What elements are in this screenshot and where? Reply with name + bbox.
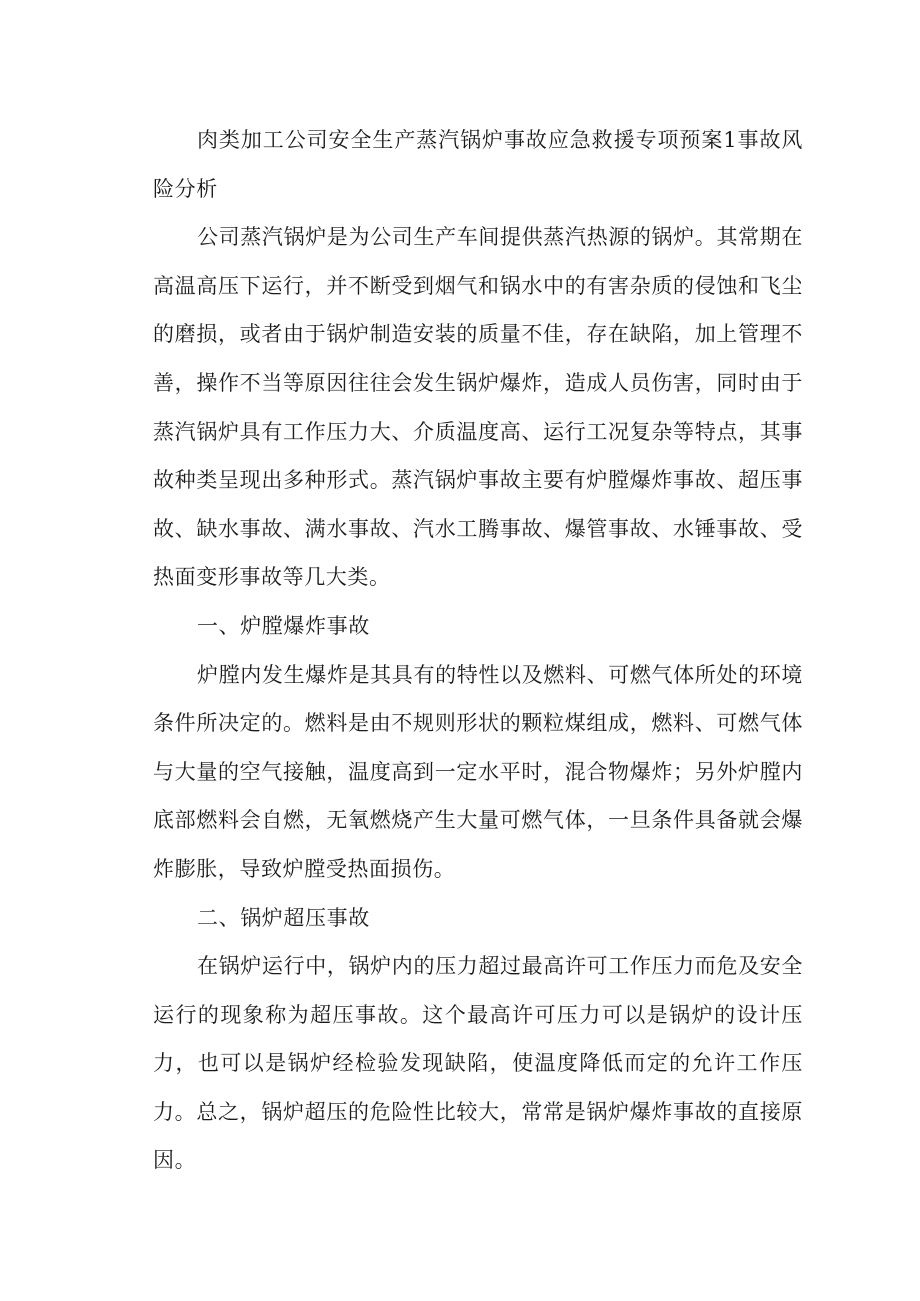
section-heading-furnace-explosion: 一、炉膛爆炸事故 (197, 613, 370, 638)
section-body-furnace-explosion: 炉膛内发生爆炸是其具有的特性以及燃料、可燃气体所处的环境条件所决定的。燃料是由不规则形状的颗粒煤组成，燃料、可燃气体与大量的空气接触，温度高到一定水平时，混合物爆炸；另外炉膛内底部燃料会自燃，无氧燃烧产生大量可燃气体，一旦条件具备就会爆炸膨胀，导致炉膛受热面损伤。 (153, 662, 803, 881)
section-body-overpressure: 在锅炉运行中，锅炉内的压力超过最高许可工作压力而危及安全运行的现象称为超压事故。这个最高许可压力可以是锅炉的设计压力，也可以是锅炉经检验发现缺陷，使温度降低而定的允许工作压力。总之，锅炉超压的危险性比较大，常常是锅炉爆炸事故的直接原因。 (153, 954, 803, 1173)
section-heading-overpressure: 二、锅炉超压事故 (197, 905, 370, 930)
document-title: 肉类加工公司安全生产蒸汽锅炉事故应急救援专项预案1事故风险分析 (153, 128, 803, 201)
document-body (153, 116, 803, 1185)
intro-paragraph: 公司蒸汽锅炉是为公司生产车间提供蒸汽热源的锅炉。其常期在高温高压下运行，并不断受到烟气和锅水中的有害杂质的侵蚀和飞尘的磨损，或者由于锅炉制造安装的质量不佳，存在缺陷，加上管理不善，操作不当等原因往往会发生锅炉爆炸，造成人员伤害，同时由于蒸汽锅炉具有工作压力大、介质温度高、运行工况复杂等特点，其事故种类呈现出多种形式。蒸汽锅炉事故主要有炉膛爆炸事故、超压事故、缺水事故、满水事故、汽水工腾事故、爆管事故、水锤事故、受热面变形事故等几大类。 (153, 225, 803, 590)
